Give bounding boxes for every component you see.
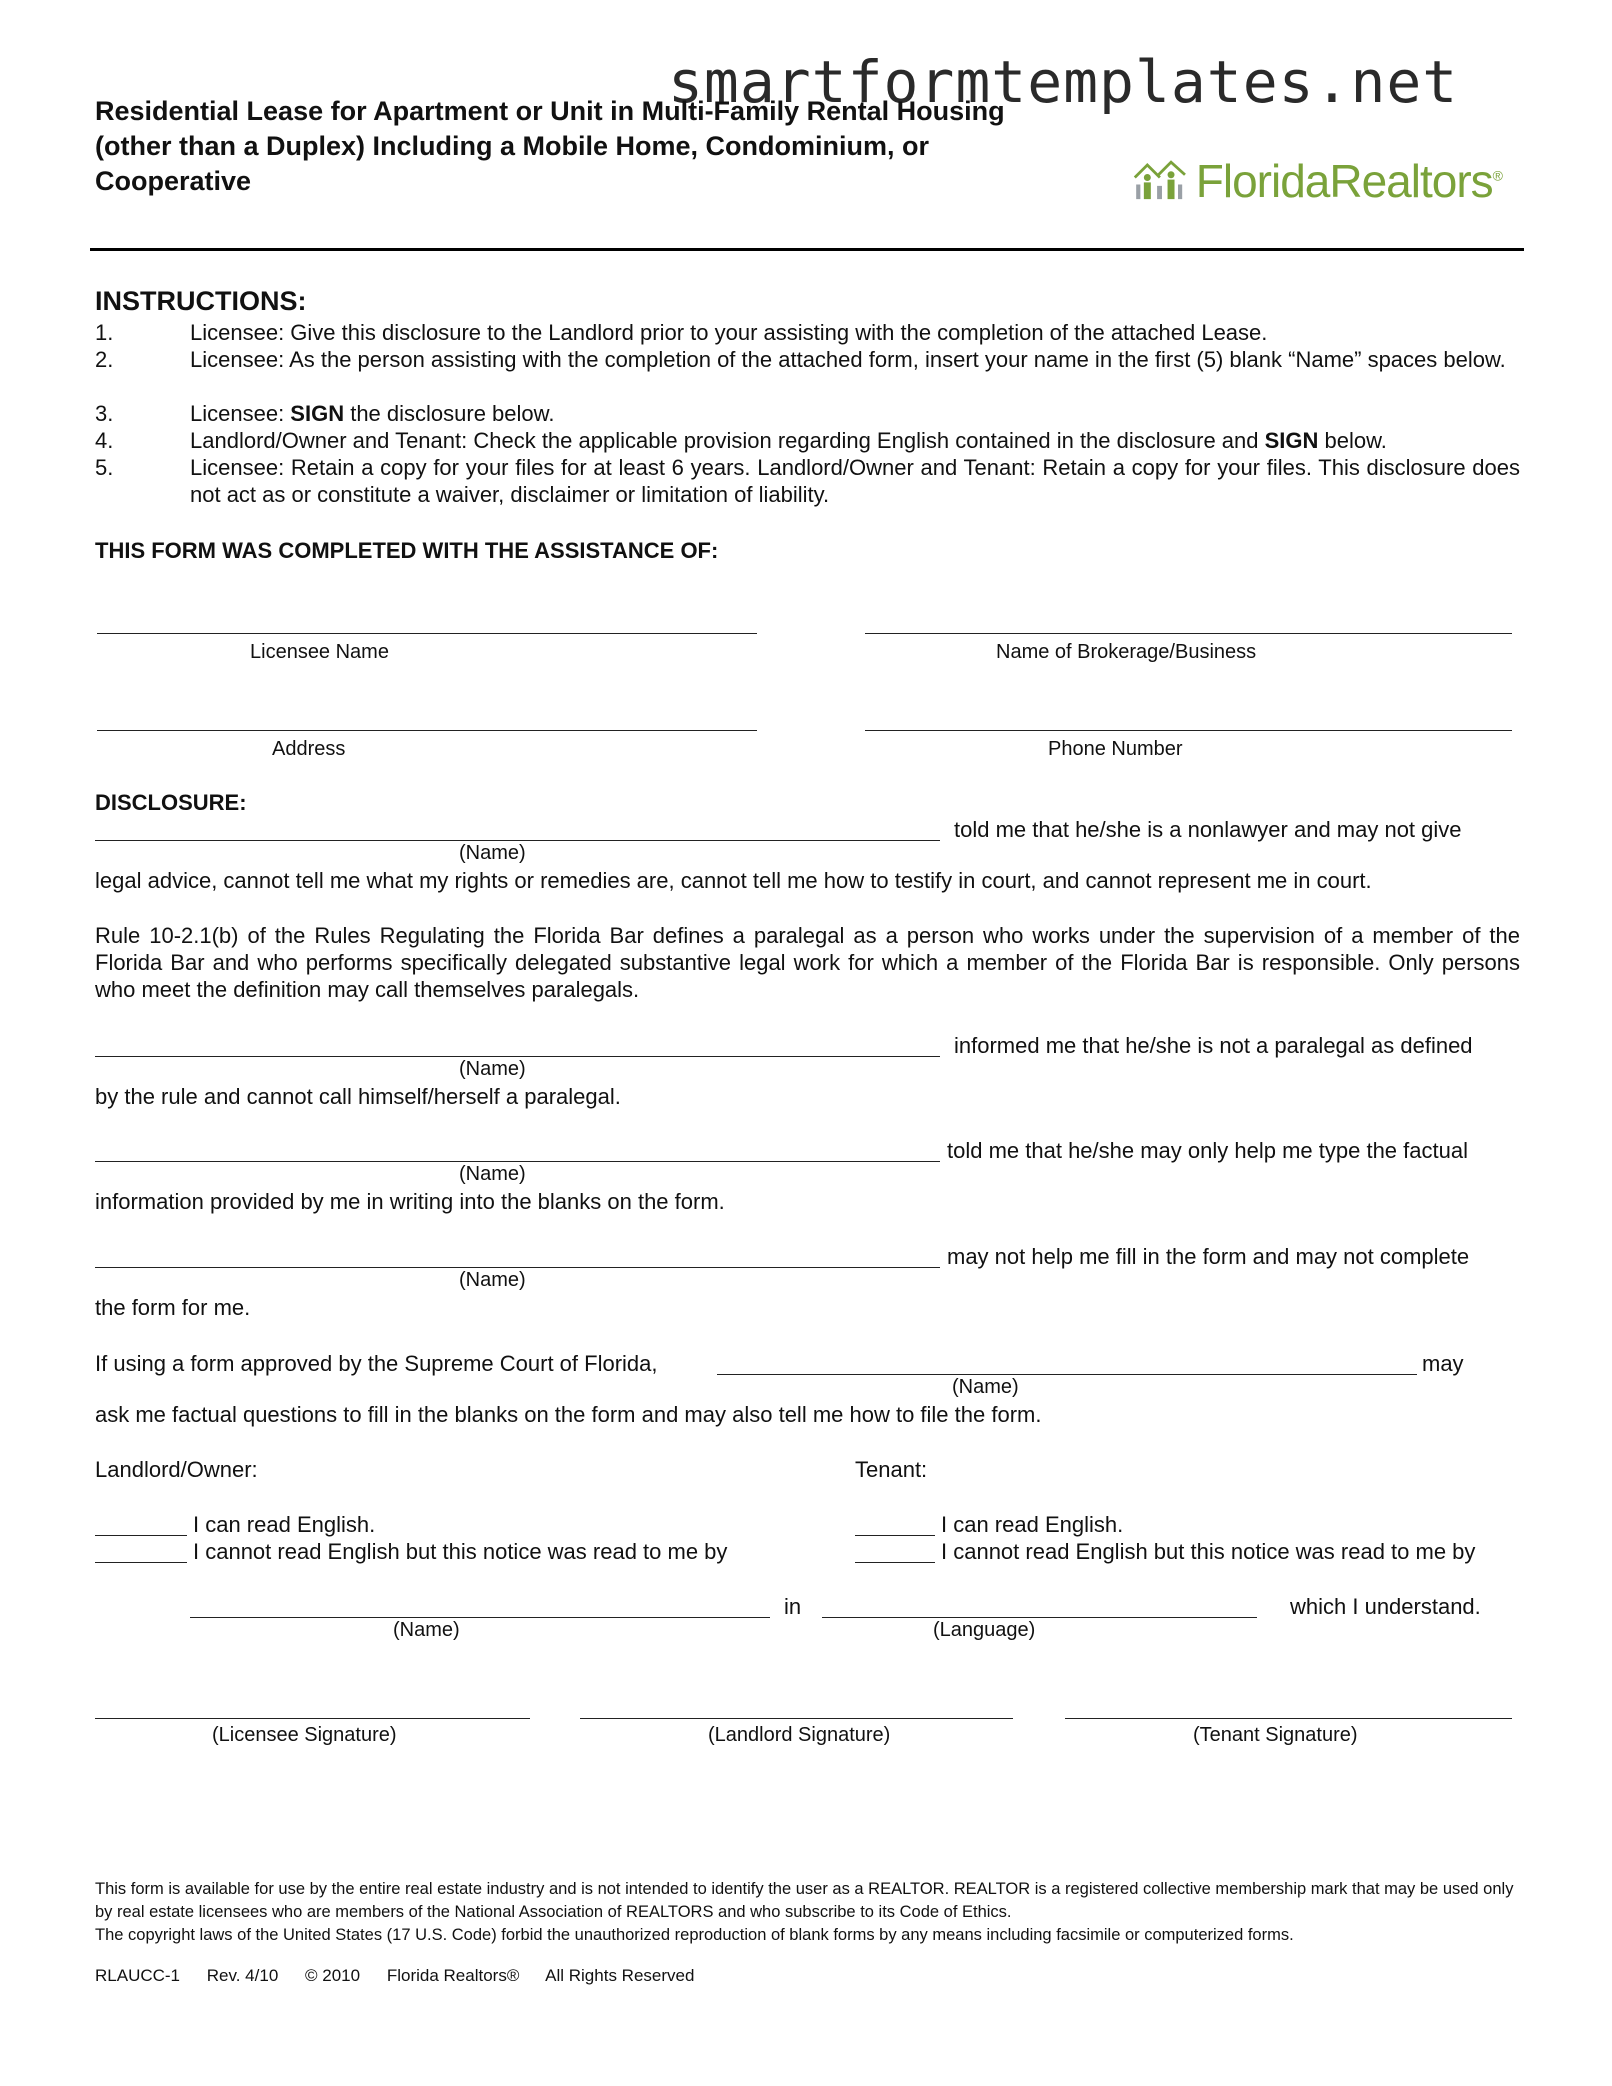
assistance-heading: THIS FORM WAS COMPLETED WITH THE ASSISTANCE OF: xyxy=(95,538,719,563)
landlord-cannot-read-checkbox[interactable] xyxy=(95,1562,187,1563)
name-caption: (Name) xyxy=(952,1376,1019,1398)
brokerage-field[interactable] xyxy=(865,633,1512,634)
instruction-item: 4. Landlord/Owner and Tenant: Check the applicable provision regarding English contained in the disclosure and SIGN below. xyxy=(95,428,1387,453)
florida-realtors-logo xyxy=(1132,146,1502,216)
tenant-cannot-read-text: I cannot read English but this notice was read to me by xyxy=(941,1539,1476,1564)
instruction-item: 3. Licensee: SIGN the disclosure below. xyxy=(95,401,555,426)
paralegal-rule-paragraph: Rule 10-2.1(b) of the Rules Regulating the Florida Bar defines a paralegal as a person who works under the supervision of a member of the Florida Bar and who performs specifically delegated substantive legal work for which a member of the Florida Bar is responsible. Only persons who meet the definition may call themselves paralegals. xyxy=(95,923,1520,1002)
licensee-signature-label: (Licensee Signature) xyxy=(212,1724,397,1746)
licensee-signature-field[interactable] xyxy=(95,1718,530,1719)
instructions-heading: INSTRUCTIONS: xyxy=(95,286,307,316)
address-field[interactable] xyxy=(97,730,757,731)
reader-name-caption: (Name) xyxy=(393,1619,460,1641)
disclosure-statement-4-cont: the form for me. xyxy=(95,1295,251,1320)
disclosure-statement-3: told me that he/she may only help me type the factual xyxy=(947,1138,1468,1163)
brokerage-label: Name of Brokerage/Business xyxy=(996,641,1257,663)
which-understand-text: which I understand. xyxy=(1290,1594,1481,1619)
name-caption: (Name) xyxy=(459,1058,526,1080)
form-org: Florida Realtors® xyxy=(386,1966,520,1985)
phone-field[interactable] xyxy=(865,730,1512,731)
form-title: Residential Lease for Apartment or Unit in Multi-Family Rental Housing (other than a Duplex) Including a Mobile Home, Condominium, or Cooperative xyxy=(95,96,1005,196)
disclosure-statement-5-tail: may xyxy=(1422,1351,1464,1376)
landlord-signature-field[interactable] xyxy=(580,1718,1013,1719)
disclosure-statement-4: may not help me fill in the form and may not complete xyxy=(947,1244,1470,1269)
disclosure-name-field-5[interactable] xyxy=(717,1374,1417,1375)
footer-notice: This form is available for use by the entire real estate industry and is not intended to identify the user as a REALTOR. REALTOR is a registered collective membership mark that may be used only by real estate licensees who are members of the National Association of REALTORS and who subscribe to its Code of Ethics. xyxy=(95,1880,1514,1921)
form-rights: All Rights Reserved xyxy=(545,1966,695,1985)
tenant-label: Tenant: xyxy=(855,1457,928,1482)
disclosure-name-field-2[interactable] xyxy=(95,1056,940,1057)
tenant-can-read-checkbox[interactable] xyxy=(855,1535,935,1536)
licensee-name-label: Licensee Name xyxy=(250,641,389,663)
instruction-item: 5. Licensee: Retain a copy for your files for at least 6 years. Landlord/Owner and Tenant: Retain a copy for your files. This disclosure does not act as or constitute a waiver, disclaimer or limitation of liability. xyxy=(95,455,1520,507)
florida-realtors-logo-icon xyxy=(1132,150,1188,212)
disclosure-name-field-4[interactable] xyxy=(95,1267,940,1268)
landlord-can-read-text: I can read English. xyxy=(193,1512,376,1537)
name-caption: (Name) xyxy=(459,1163,526,1185)
disclosure-statement-3-cont: information provided by me in writing into the blanks on the form. xyxy=(95,1189,725,1214)
tenant-can-read-text: I can read English. xyxy=(941,1512,1124,1537)
footer-copyright-notice: The copyright laws of the United States (17 U.S. Code) forbid the unauthorized reproduction of blank forms by any means including facsimile or computerized forms. xyxy=(95,1926,1294,1944)
landlord-owner-label: Landlord/Owner: xyxy=(95,1457,258,1482)
disclosure-heading: DISCLOSURE: xyxy=(95,790,247,815)
disclosure-statement-1: told me that he/she is a nonlawyer and may not give xyxy=(954,817,1462,842)
in-text: in xyxy=(784,1594,802,1619)
disclosure-statement-5-cont: ask me factual questions to fill in the blanks on the form and may also tell me how to file the form. xyxy=(95,1402,1042,1427)
disclosure-name-field-1[interactable] xyxy=(95,840,940,841)
reader-name-field[interactable] xyxy=(190,1617,770,1618)
name-caption: (Name) xyxy=(459,1269,526,1291)
form-copyright-year: © 2010 xyxy=(305,1966,361,1985)
landlord-can-read-checkbox[interactable] xyxy=(95,1535,187,1536)
language-field[interactable] xyxy=(822,1617,1257,1618)
disclosure-statement-2-cont: by the rule and cannot call himself/herself a paralegal. xyxy=(95,1084,621,1109)
instruction-item: 2. Licensee: As the person assisting with the completion of the attached form, insert your name in the first (5) blank “Name” spaces below. xyxy=(95,347,1506,372)
licensee-name-field[interactable] xyxy=(97,633,757,634)
address-label: Address xyxy=(272,738,346,760)
form-code: RLAUCC-1 xyxy=(95,1966,181,1985)
instruction-item: 1. Licensee: Give this disclosure to the Landlord prior to your assisting with the completion of the attached Lease. xyxy=(95,320,1268,345)
disclosure-statement-2: informed me that he/she is not a paralegal as defined xyxy=(954,1033,1473,1058)
landlord-signature-label: (Landlord Signature) xyxy=(708,1724,891,1746)
tenant-signature-label: (Tenant Signature) xyxy=(1193,1724,1358,1746)
logo-wordmark: FloridaRealtors® xyxy=(1195,155,1502,207)
form-code-line xyxy=(95,1966,716,1986)
landlord-cannot-read-text: I cannot read English but this notice was read to me by xyxy=(193,1539,728,1564)
disclosure-statement-1-cont: legal advice, cannot tell me what my rights or remedies are, cannot tell me how to testify in court, and cannot represent me in court. xyxy=(95,868,1372,893)
form-revision: Rev. 4/10 xyxy=(206,1966,279,1985)
tenant-signature-field[interactable] xyxy=(1065,1718,1512,1719)
watermark-text: smartformtemplates.net xyxy=(668,48,1459,116)
language-caption: (Language) xyxy=(933,1619,1036,1641)
name-caption: (Name) xyxy=(459,842,526,864)
disclosure-statement-5: If using a form approved by the Supreme Court of Florida, xyxy=(95,1351,658,1376)
disclosure-name-field-3[interactable] xyxy=(95,1161,940,1162)
tenant-cannot-read-checkbox[interactable] xyxy=(855,1562,935,1563)
header-divider xyxy=(90,248,1524,251)
phone-label: Phone Number xyxy=(1048,738,1183,760)
